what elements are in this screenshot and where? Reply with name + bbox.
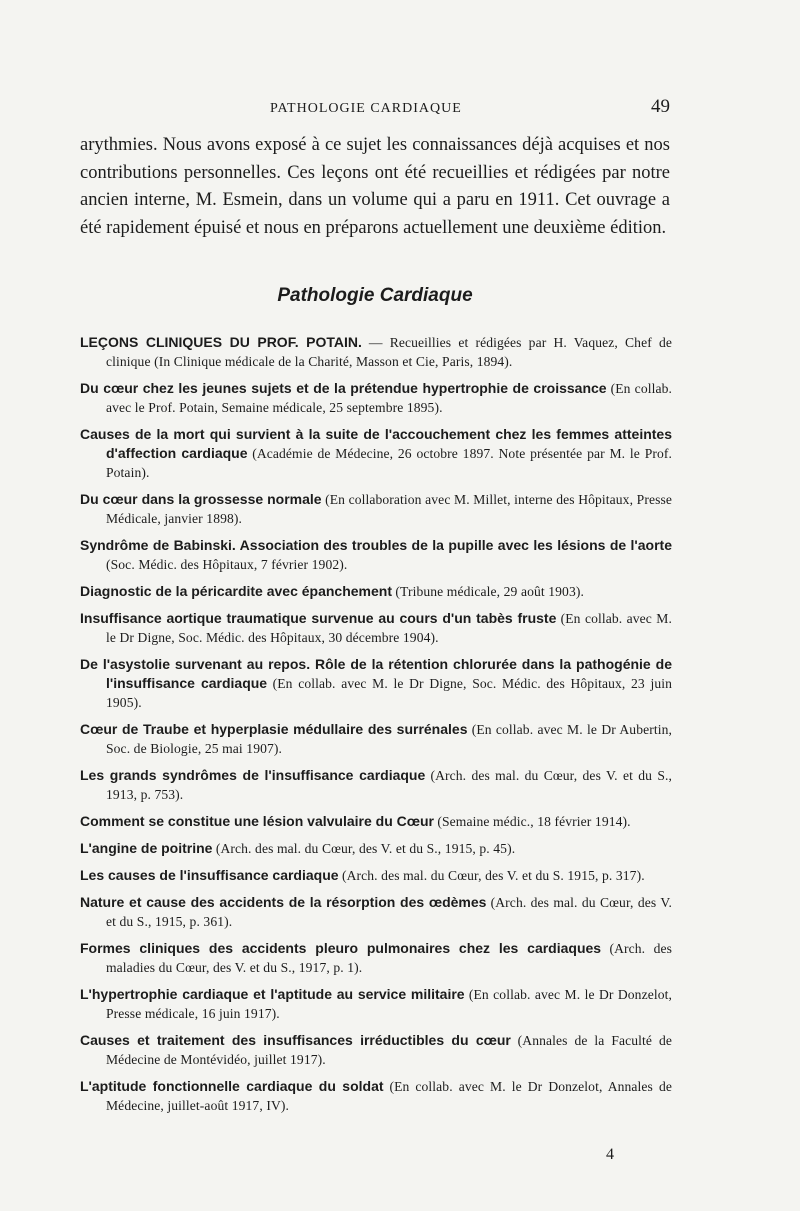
entry-details: (Arch. des mal. du Cœur, des V. et du S., 1913, p. 753).	[106, 768, 672, 803]
bib-entry	[80, 1077, 672, 1115]
bib-entry	[80, 720, 672, 758]
entry-title: Formes cliniques des accidents pleuro pulmonaires chez les cardiaques	[80, 939, 602, 956]
bib-entry	[80, 379, 672, 417]
signature-mark: 4	[606, 1146, 614, 1163]
bib-entry	[80, 490, 672, 528]
entry-title: LEÇONS CLINIQUES DU PROF. POTAIN.	[80, 334, 362, 350]
entry-details: (Arch. des maladies du Cœur, des V. et du S., 1917, p. 1).	[106, 940, 672, 975]
entry-details: (Annales de la Faculté de Médecine de Montévidéo, juillet 1917).	[106, 1032, 672, 1067]
page-header	[80, 98, 670, 122]
bib-entry	[80, 839, 672, 858]
entry-details: (En collab. avec le Prof. Potain, Semaine médicale, 25 septembre 1895).	[106, 381, 672, 416]
entry-title: Causes de la mort qui survient à la suite de l'accouchement chez les femmes atteintes d'affection cardiaque	[80, 426, 672, 462]
bib-entry	[80, 766, 672, 804]
entry-title: De l'asystolie survenant au repos. Rôle de la rétention chlorurée dans la pathogénie de l'insuffisance cardiaque	[80, 656, 672, 692]
entry-title: L'aptitude fonctionnelle cardiaque du soldat	[80, 1077, 384, 1094]
entry-details: (Semaine médic., 18 février 1914).	[437, 814, 631, 830]
bib-entry	[80, 1031, 672, 1069]
bibliography-list	[80, 333, 672, 1123]
bib-entry	[80, 333, 672, 371]
entry-title: L'angine de poitrine	[80, 840, 213, 856]
bib-entry	[80, 939, 672, 977]
entry-details: (Soc. Médic. des Hôpitaux, 7 février 1902).	[106, 557, 348, 573]
page-number: 49	[651, 96, 670, 117]
entry-title: Du cœur chez les jeunes sujets et de la prétendue hypertrophie de croissance	[80, 380, 607, 396]
entry-details: (Académie de Médecine, 26 octobre 1897. Note présentée par M. le Prof. Potain).	[106, 446, 673, 481]
entry-title: Insuffisance aortique traumatique survenue au cours d'un tabès fruste	[80, 610, 557, 626]
entry-details: (En collab. avec M. le Dr Digne, Soc. Médic. des Hôpitaux, 30 décembre 1904).	[106, 611, 672, 646]
bib-entry	[80, 893, 672, 931]
entry-title: Syndrôme de Babinski. Association des troubles de la pupille avec les lésions de l'aorte	[80, 537, 672, 554]
entry-title: Les grands syndrômes de l'insuffisance cardiaque	[80, 767, 426, 784]
entry-title: Cœur de Traube et hyperplasie médullaire des surrénales	[80, 721, 468, 738]
entry-details: (En collab. avec M. le Dr Aubertin, Soc. de Biologie, 25 mai 1907).	[106, 722, 673, 757]
bib-entry	[80, 812, 672, 831]
bib-entry	[80, 609, 672, 647]
entry-details: (Arch. des mal. du Cœur, des V. et du S. 1915, p. 317).	[341, 867, 645, 883]
entry-title: L'hypertrophie cardiaque et l'aptitude au service militaire	[80, 985, 465, 1002]
entry-title: Causes et traitement des insuffisances irréductibles du cœur	[80, 1031, 511, 1048]
entry-details: (Arch. des mal. du Cœur, des V. et du S., 1915, p. 45).	[215, 841, 516, 856]
entry-title: Les causes de l'insuffisance cardiaque	[80, 866, 339, 883]
entry-details: (En collab. avec M. le Dr Digne, Soc. Médic. des Hôpitaux, 23 juin 1905).	[106, 676, 673, 711]
intro-paragraph: arythmies. Nous avons exposé à ce sujet les connaissances déjà acquises et nos contributions personnelles. Ces leçons ont été recueillies et rédigées par notre ancien interne, M. Esmein, dans un volume qui a paru en 1911. Cet ouvrage a été rapidement épuisé et nous en préparons actuellement une deuxième édition.	[80, 135, 670, 238]
entry-title: Du cœur dans la grossesse normale	[80, 491, 322, 508]
bib-entry	[80, 582, 672, 601]
entry-details: (Tribune médicale, 29 août 1903).	[395, 584, 584, 600]
bib-entry	[80, 536, 672, 574]
bib-entry	[80, 425, 672, 483]
entry-title: Diagnostic de la péricardite avec épanchement	[80, 583, 393, 600]
entry-details: (En collab. avec M. le Dr Donzelot, Annales de Médecine, juillet-août 1917, IV).	[106, 1078, 672, 1113]
entry-details: (En collab. avec M. le Dr Donzelot, Presse médicale, 16 juin 1917).	[106, 986, 672, 1021]
entry-title: Comment se constitue une lésion valvulaire du Cœur	[80, 813, 434, 830]
running-head: PATHOLOGIE CARDIAQUE	[270, 101, 462, 116]
section-title: Pathologie Cardiaque	[277, 285, 473, 306]
bib-entry	[80, 866, 672, 885]
bib-entry	[80, 655, 672, 713]
bib-entry	[80, 985, 672, 1023]
entry-details: (Arch. des mal. du Cœur, des V. et du S., 1915, p. 361).	[106, 894, 672, 929]
entry-details: — Recueillies et rédigées par H. Vaquez, Chef de clinique (In Clinique médicale de la Charité, Masson et Cie, Paris, 1894).	[106, 335, 672, 370]
entry-details: (En collaboration avec M. Millet, interne des Hôpitaux, Presse Médicale, janvier 1898).	[106, 492, 672, 527]
entry-title: Nature et cause des accidents de la résorption des œdèmes	[80, 893, 487, 910]
